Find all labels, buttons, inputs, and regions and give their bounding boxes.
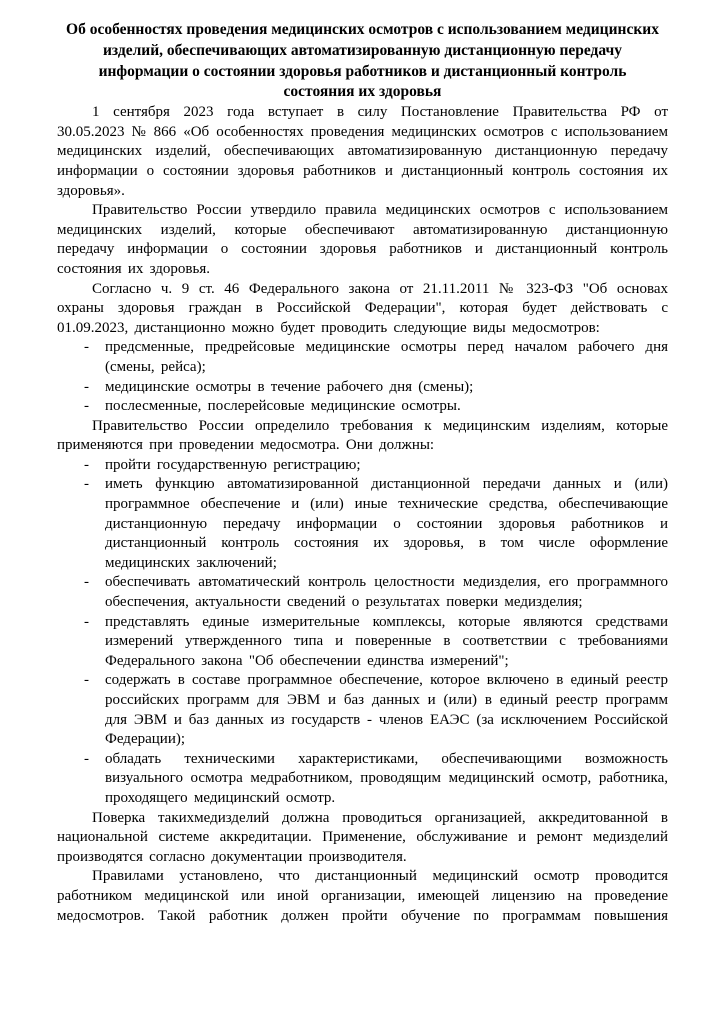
list-item-text: предсменные, предрейсовые медицинские осмотры перед началом рабочего дня (смены, рейса);	[105, 339, 668, 375]
list-item	[57, 338, 668, 377]
list-item-text: пройти государственную регистрацию;	[105, 456, 361, 473]
title-line-1: Об особенностях проведения медицинских осмотров с использованием медицинских	[66, 21, 659, 38]
list-item-text: обладать техническими характеристиками, обеспечивающими возможность визуального осмотра медработником, проводящим медицинский осмотр, работника, проходящего медицинский осмотр.	[105, 750, 668, 806]
list-marker: -	[84, 398, 89, 415]
list-item	[57, 573, 668, 612]
title-line-4: состояния их здоровья	[283, 83, 442, 101]
paragraph-device-requirements: Правительство России определило требования к медицинским изделиям, которые применяются при проведении медосмотра. Они должны:	[57, 417, 668, 454]
title-line-2: изделий, обеспечивающих автоматизированную дистанционную передачу	[102, 41, 623, 59]
list-item	[57, 397, 668, 417]
paragraph-remote-exam-rules: Правилами установлено, что дистанционный медицинский осмотр проводится работником медицинской или иной организации, имеющей лицензию на проведение медосмотров. Такой работник должен пройти обучение по программам повышения	[57, 868, 668, 924]
document-title	[57, 20, 668, 103]
list-marker: -	[84, 456, 89, 473]
list-marker: -	[84, 476, 89, 493]
list-item-text: медицинские осмотры в течение рабочего дня (смены);	[105, 378, 474, 395]
list-marker: -	[84, 672, 89, 689]
paragraph-government-rules: Правительство России утвердило правила медицинских осмотров с использованием медицинских изделий, которые обеспечивают автоматизированную дистанционную передачу информации о состоянии здоровья работников и дистанционный контроль состояния их здоровья.	[57, 202, 668, 277]
list-item	[57, 475, 668, 573]
list-item	[57, 671, 668, 749]
device-requirements-list	[57, 456, 668, 809]
list-item-text: содержать в составе программное обеспечение, которое включено в единый реестр российских программ для ЭВМ и баз данных и (или) в единый реестр программ для ЭВМ и баз данных из государств - членов ЕАЭС (за исключением Российской Федерации);	[105, 672, 668, 748]
list-marker: -	[84, 613, 89, 630]
list-marker: -	[84, 574, 89, 591]
list-marker: -	[84, 339, 89, 356]
medexam-types-list	[57, 338, 668, 416]
list-marker: -	[84, 750, 89, 767]
list-marker: -	[84, 378, 89, 395]
list-item-text: обеспечивать автоматический контроль целостности медизделия, его программного обеспечения, актуальности сведений о результатах поверки медизделия;	[105, 574, 668, 611]
paragraph-federal-law: Согласно ч. 9 ст. 46 Федерального закона от 21.11.2011 № 323-ФЗ "Об основах охраны здоровья граждан в Российской Федерации", которая будет действовать с 01.09.2023, дистанционно можно будет проводить следующие виды медосмотров:	[57, 280, 668, 336]
paragraph-decree-intro: 1 сентября 2023 года вступает в силу Постановление Правительства РФ от 30.05.2023 № 866 «Об особенностях проведения медицинских осмотров с использованием медицинских изделий, обеспечивающих автоматизированную дистанционную передачу информации о состоянии здоровья работников и дистанционный контроль состояния их здоровья».	[57, 104, 668, 199]
list-item-text: послесменные, послерейсовые медицинские осмотры.	[105, 398, 461, 415]
paragraph-verification: Поверка такихмедизделий должна проводиться организацией, аккредитованной в национальной системе аккредитации. Применение, обслуживание и ремонт медизделий производятся согласно документации производителя.	[57, 809, 668, 865]
list-item-text: представлять единые измерительные комплексы, которые являются средствами измерений утвержденного типа и поверенные в соответствии с требованиями Федерального закона "Об обеспечении единства измерений";	[105, 613, 668, 669]
list-item-text: иметь функцию автоматизированной дистанционной передачи данных и (или) программное обеспечение и (или) иные технические средства, обеспечивающие дистанционную передачу информации о состоянии здоровья работников и дистанционный контроль состояния их здоровья, в том числе оформление медицинских заключений;	[105, 476, 668, 571]
list-item	[57, 378, 668, 398]
title-line-3: информации о состоянии здоровья работников и дистанционный контроль	[98, 62, 627, 80]
list-item	[57, 613, 668, 672]
list-item	[57, 456, 668, 476]
list-item	[57, 750, 668, 809]
